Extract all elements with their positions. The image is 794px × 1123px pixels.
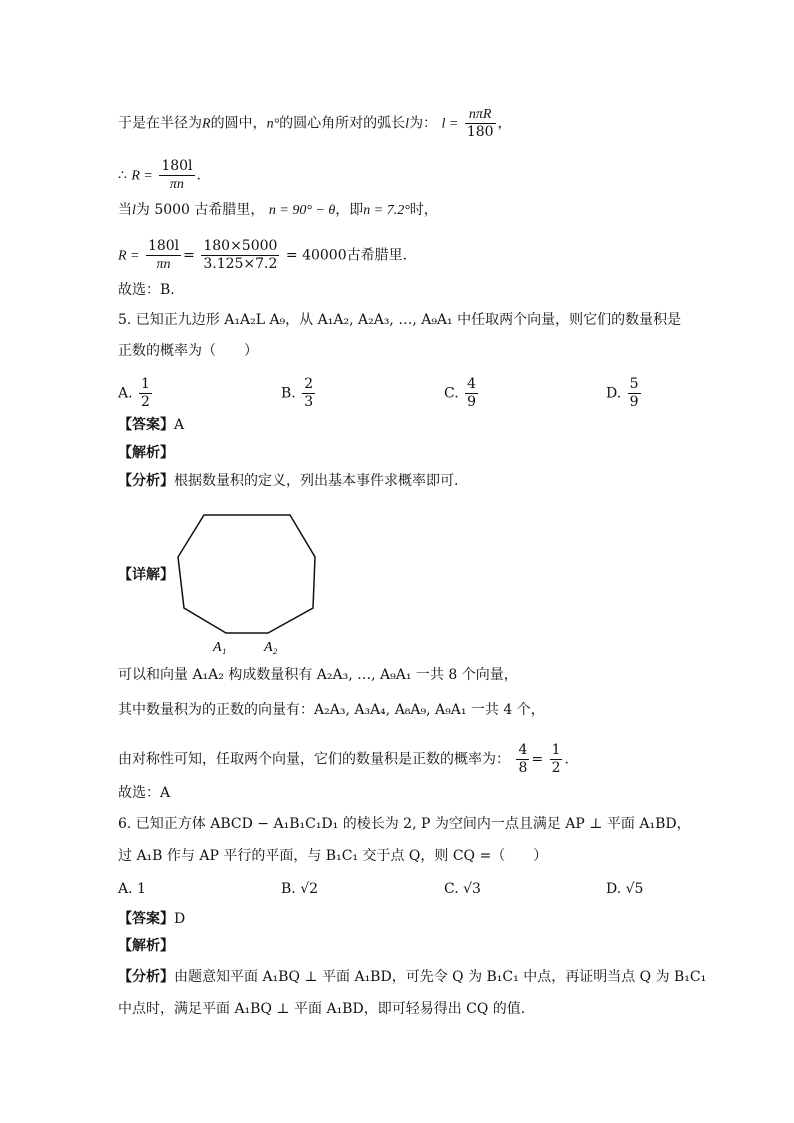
text-line-radius: ∴ R = $\frac{180l}{\pi n}$ . — [118, 158, 201, 192]
fenxi-line-q6-2: 中点时，满足平面 A₁BQ ⊥ 平面 A₁BD，即可轻易得出 CQ 的值. — [118, 1001, 526, 1017]
option-b: B. √2 — [281, 881, 319, 897]
detail-sentence-1: 可以和向量 A₁A₂ 构成数量积有 A₂A₃, …, A₉A₁ 一共 8 个向量， — [118, 667, 518, 683]
detail-sentence-3: 由对称性可知，任取两个向量，它们的数量积是正数的概率为： $\frac{4}{8}$ = $\frac{1}{2}$ . — [118, 742, 569, 776]
option-c: C. √3 — [444, 881, 481, 897]
option-b: B. $\frac{2}{3}$ — [281, 376, 314, 410]
detail-heading-q5: 【详解】 — [118, 567, 174, 583]
text-line-condition: 当l为 5000 古希腊里， n = 90° − θ，即n = 7.2°时， — [118, 202, 438, 218]
answer-choose-b: 故选：B. — [118, 282, 175, 298]
question-6-line2: 过 A₁B 作与 AP 平行的平面，与 B₁C₁ 交于点 Q，则 CQ =（ ） — [118, 848, 548, 864]
fraction-arc: $\frac{\text{nπR}}{180}$ — [466, 107, 494, 140]
detail-sentence-2: 其中数量积为的正数的向量有：A₂A₃, A₃A₄, A₈A₉, A₉A₁ 一共 4 个， — [118, 702, 545, 718]
question-5-line2: 正数的概率为（ ） — [118, 343, 258, 359]
fraction-r1: $\frac{180l}{\pi n}$ — [147, 238, 180, 272]
option-a: A. $\frac{1}{2}$ — [118, 376, 150, 410]
analysis-heading-q6: 【解析】 — [118, 938, 174, 954]
option-c: C. $\frac{4}{9}$ — [444, 376, 477, 410]
answer-line-q6: 【答案】D — [118, 911, 186, 927]
text-line-arc-length: 于是在半径为R的圆中，n°的圆心角所对的弧长l为： l = $\frac{\text{nπR}}{180}$ ， — [118, 107, 512, 140]
answer-line-q5: 【答案】A — [118, 417, 185, 433]
option-a: A. 1 — [118, 881, 146, 897]
question-6-line1: 6. 已知正方体 ABCD − A₁B₁C₁D₁ 的棱长为 2, P 为空间内一点且满足 AP ⊥ 平面 A₁BD， — [118, 816, 691, 832]
fraction-radius: $\frac{180l}{\pi n}$ — [161, 158, 193, 192]
fraction-r2: $\frac{180\times 5000}{3.125\times 7.2}$ — [203, 238, 278, 272]
nonagon-shape — [178, 515, 315, 633]
option-d: D. $\frac{5}{9}$ — [606, 376, 639, 410]
fenxi-line-q6-1: 【分析】由题意知平面 A₁BQ ⊥ 平面 A₁BD，可先令 Q 为 B₁C₁ 中点，再证明当点 Q 为 B₁C₁ — [118, 969, 707, 985]
nonagon-figure — [170, 505, 330, 660]
option-d: D. √5 — [606, 881, 644, 897]
question-5-line1: 5. 已知正九边形 A₁A₂L A₉，从 A₁A₂, A₂A₃, …, A₉A₁ 中任取两个向量，则它们的数量积是 — [118, 312, 682, 328]
analysis-heading-q5: 【解析】 — [118, 445, 174, 461]
answer-choose-a: 故选：A — [118, 785, 171, 801]
fenxi-line-q5: 【分析】根据数量积的定义，列出基本事件求概率即可. — [118, 473, 459, 489]
vertex-label-a2: A₂ — [264, 640, 278, 655]
text-line-computation: R = $\frac{180l}{\pi n}$ = $\frac{180\times 5000}{3.125\times 7.2}$ = 40000古希腊里. — [118, 238, 408, 272]
vertex-label-a1: A₁ — [213, 640, 227, 655]
